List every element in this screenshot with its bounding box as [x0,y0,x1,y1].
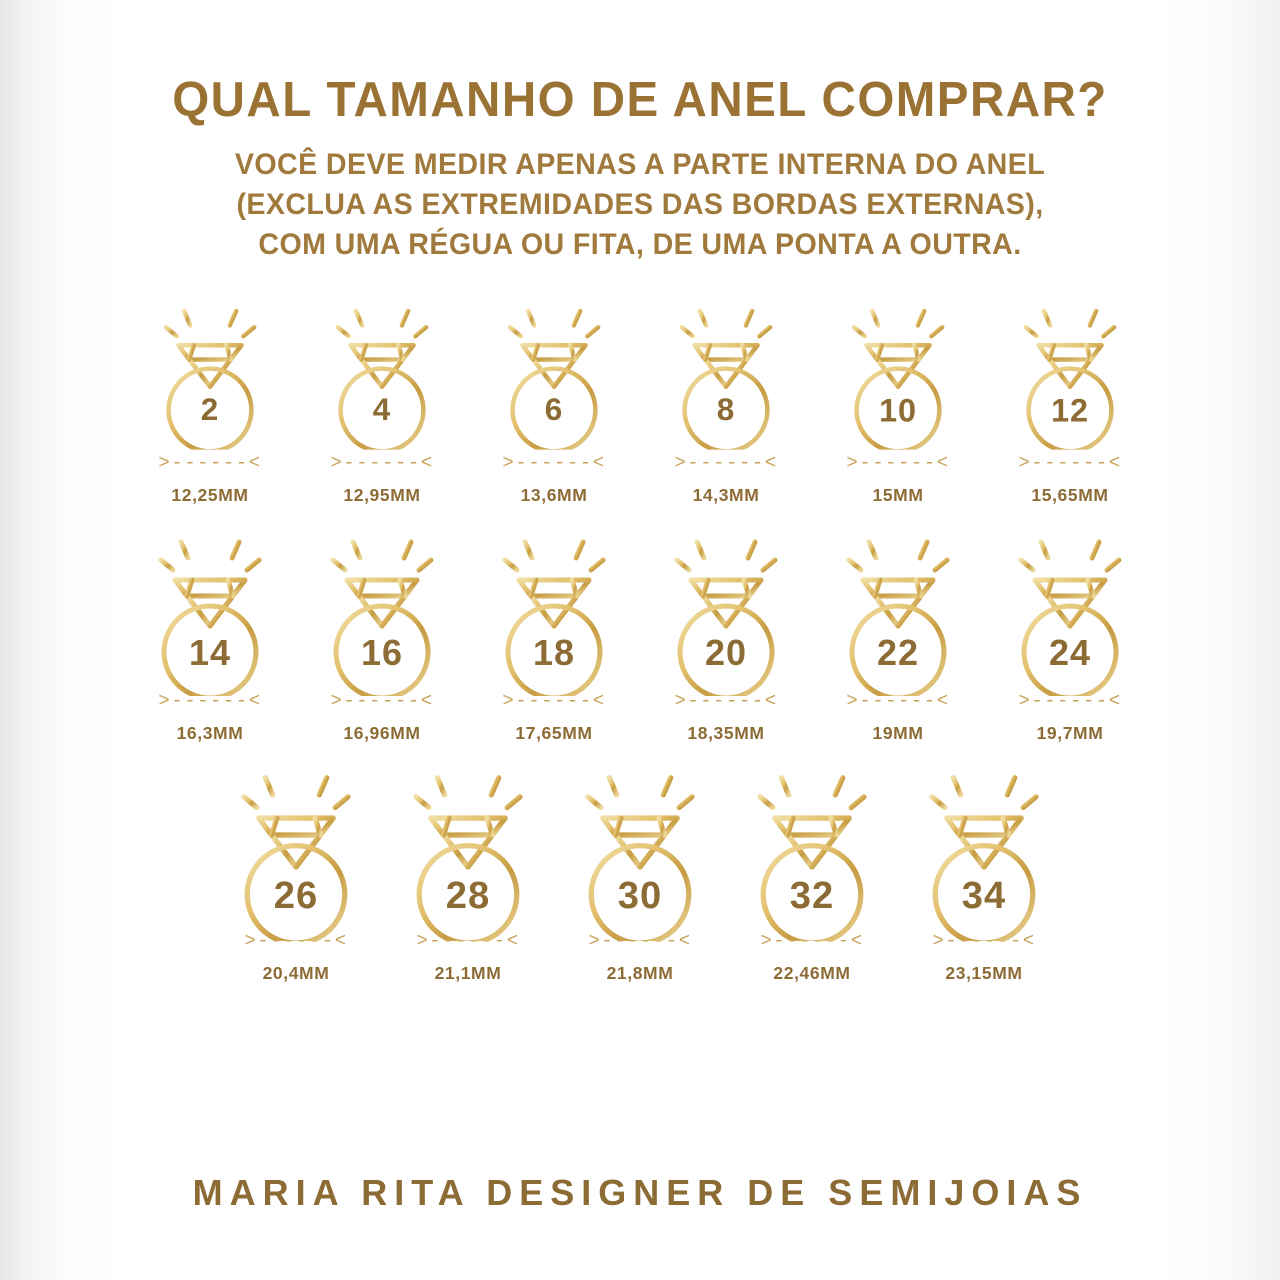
measure-arrow-marker: >------< [244,930,348,953]
ring-size-item [468,528,640,744]
page-title: QUAL TAMANHO DE ANEL COMPRAR? [172,73,1108,127]
ring-illustration [307,528,457,696]
ring-size-number: 16 [360,632,404,674]
ring-size-number: 4 [372,392,392,428]
ring-diameter-label: 13,6MM [520,485,588,506]
ring-illustration [1003,299,1138,450]
ring-illustration [143,299,278,450]
ring-diameter-label: 12,95MM [343,485,421,506]
measure-arrow-marker: >------< [1018,690,1122,713]
ring-size-number: 6 [544,392,564,428]
ring-size-number: 12 [1051,392,1089,430]
ring-size-item [296,528,468,744]
ring-size-number: 24 [1048,632,1092,674]
ring-illustration [315,299,450,450]
ring-size-number: 2 [200,392,220,428]
ring-illustration [733,763,892,941]
ring-illustration [135,528,285,696]
subtitle-line-1: VOCÊ DEVE MEDIR APENAS A PARTE INTERNA DO ANEL [234,147,1046,181]
ring-illustration [561,763,720,941]
ring-illustration [995,528,1145,696]
ring-size-number: 30 [617,873,663,918]
ring-illustration [905,763,1064,941]
subtitle-line-2: (EXCLUA AS EXTREMIDADES DAS BORDAS EXTERNAS), [236,187,1044,221]
ring-size-item [984,528,1156,744]
ring-diameter-label: 22,46MM [773,963,851,984]
measure-arrow-marker: >------< [158,452,262,475]
ring-size-item [296,290,468,506]
ring-size-number: 18 [532,632,576,674]
measure-arrow-marker: >------< [674,690,778,713]
measure-arrow-marker: >------< [330,690,434,713]
measure-arrow-marker: >------< [674,452,778,475]
ring-illustration [659,299,794,450]
subtitle-line-3: COM UMA RÉGUA OU FITA, DE UMA PONTA A OUTRA. [258,227,1022,261]
ring-size-item [468,290,640,506]
ring-size-number: 20 [704,632,748,674]
page-subtitle [19,145,1261,264]
brand-footer: MARIA RITA DESIGNER DE SEMIJOIAS [192,1172,1088,1213]
ring-diameter-label: 18,35MM [687,723,765,744]
ring-diameter-label: 16,3MM [176,723,244,744]
ring-size-number: 28 [445,873,491,918]
measure-arrow-marker: >------< [1018,452,1122,475]
measure-arrow-marker: >------< [932,930,1036,953]
ring-diameter-label: 21,8MM [606,963,674,984]
ring-size-number: 10 [879,392,917,430]
ring-size-number: 32 [789,873,835,918]
ring-size-number: 26 [273,873,319,918]
ring-size-item [554,768,726,984]
ring-size-number: 8 [716,392,736,428]
ring-size-item [812,528,984,744]
ring-size-item [640,290,812,506]
ring-diameter-label: 19MM [872,723,924,744]
ring-size-item [726,768,898,984]
ring-illustration [651,528,801,696]
ring-diameter-label: 23,15MM [945,963,1023,984]
ring-diameter-label: 21,1MM [434,963,502,984]
measure-arrow-marker: >------< [846,690,950,713]
ring-size-item [210,768,382,984]
measure-arrow-marker: >------< [588,930,692,953]
ring-illustration [479,528,629,696]
measure-arrow-marker: >------< [846,452,950,475]
ring-diameter-label: 15,65MM [1031,485,1109,506]
ring-diameter-label: 19,7MM [1036,723,1104,744]
ring-illustration [217,763,376,941]
ring-row-3 [120,768,1160,984]
ring-row-1 [120,290,1160,506]
measure-arrow-marker: >------< [416,930,520,953]
ring-size-item [382,768,554,984]
measure-arrow-marker: >------< [502,452,606,475]
ring-diameter-label: 20,4MM [262,963,330,984]
ring-size-item [124,528,296,744]
ring-illustration [823,528,973,696]
ring-illustration [389,763,548,941]
header [0,0,1280,264]
ring-illustration [487,299,622,450]
ring-diameter-label: 17,65MM [515,723,593,744]
ring-diameter-label: 15MM [872,485,924,506]
ring-size-item [124,290,296,506]
measure-arrow-marker: >------< [760,930,864,953]
ring-size-grid [0,290,1280,984]
ring-size-item [640,528,812,744]
ring-size-number: 22 [876,632,920,674]
ring-size-number: 14 [188,632,232,674]
measure-arrow-marker: >------< [158,690,262,713]
ring-illustration [831,299,966,450]
measure-arrow-marker: >------< [330,452,434,475]
measure-arrow-marker: >------< [502,690,606,713]
ring-diameter-label: 12,25MM [171,485,249,506]
ring-row-2 [120,528,1160,744]
ring-diameter-label: 16,96MM [343,723,421,744]
ring-size-item [984,290,1156,506]
ring-size-item [898,768,1070,984]
ring-size-item [812,290,984,506]
ring-diameter-label: 14,3MM [692,485,760,506]
ring-size-number: 34 [961,873,1007,918]
